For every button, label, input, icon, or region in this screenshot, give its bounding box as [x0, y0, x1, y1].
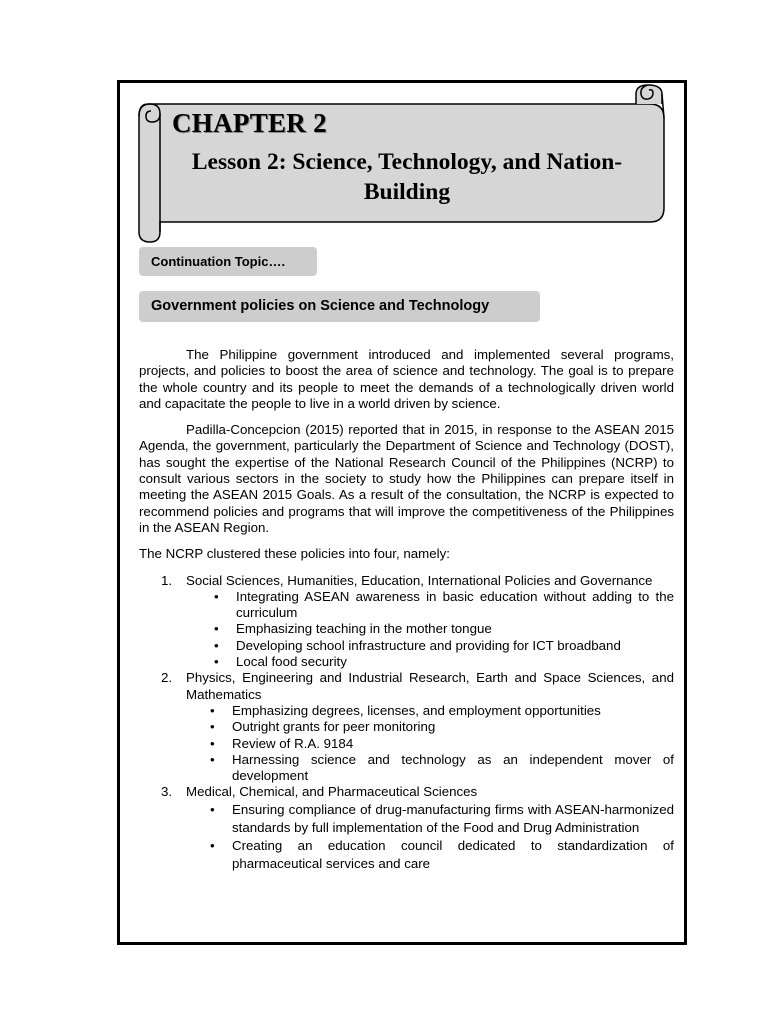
list-item: • Local food security: [236, 654, 674, 670]
policy-item: [161, 572, 674, 671]
policy-number: 1.: [161, 572, 173, 588]
policy-list: [139, 573, 674, 873]
policy-number: 3.: [161, 784, 173, 800]
body-text: [139, 347, 674, 873]
paragraph-clusters: The NCRP clustered these policies into four, namely:: [139, 546, 450, 562]
policy-item: [161, 670, 674, 784]
list-item: • Review of R.A. 9184: [232, 736, 674, 752]
continuation-tag: Continuation Topic….: [139, 247, 317, 276]
list-item: • Outright grants for peer monitoring: [232, 719, 674, 735]
chapter-title: CHAPTER 2: [172, 108, 327, 138]
topic-heading: Government policies on Science and Technology: [139, 291, 540, 322]
list-item: • Integrating ASEAN awareness in basic education without adding to the curriculum: [236, 589, 674, 622]
policy-sublist: [186, 703, 674, 784]
list-item: • Developing school infrastructure and providing for ICT broadband: [236, 638, 674, 654]
list-item: • Ensuring compliance of drug-manufacturing firms with ASEAN-harmonized standards by full implementation of the Food and Drug Administration: [232, 801, 674, 837]
paragraph-report: Padilla-Concepcion (2015) reported that in 2015, in response to the ASEAN 2015 Agenda, the government, particularly the Department of Science and Technology (DOST), has sought the expertise of the National Research Council of the Philippines (NCRP) to consult various sectors in the society to study how the Philippines can prepare itself in meeting the ASEAN 2015 Goals. As a result of the consultation, the NCRP is expected to recommend policies and programs that will improve the competitiveness of the Philippines in the ASEAN Region.: [139, 422, 674, 535]
policy-sublist: [186, 801, 674, 873]
list-item: • Emphasizing teaching in the mother tongue: [236, 621, 674, 637]
policy-sublist: [186, 589, 674, 670]
policy-number: 2.: [161, 670, 173, 686]
lesson-title: Lesson 2: Science, Technology, and Nation-Building: [191, 149, 623, 205]
policy-title: Social Sciences, Humanities, Education, International Policies and Governance: [186, 572, 653, 588]
list-item: • Emphasizing degrees, licenses, and employment opportunities: [232, 703, 674, 719]
list-item: • Creating an education council dedicated to standardization of pharmaceutical services and care: [232, 837, 674, 873]
policy-title: Physics, Engineering and Industrial Research, Earth and Space Sciences, and Mathematics: [186, 670, 674, 702]
policy-item: [161, 784, 674, 872]
list-item: • Harnessing science and technology as an independent mover of development: [232, 752, 674, 785]
paragraph-intro: The Philippine government introduced and implemented several programs, projects, and policies to boost the area of science and technology. The goal is to prepare the whole country and its people to meet the demands of a technologically driven world and capacitate the people to live in a world driven by science.: [139, 347, 674, 411]
policy-title: Medical, Chemical, and Pharmaceutical Sciences: [186, 784, 478, 800]
